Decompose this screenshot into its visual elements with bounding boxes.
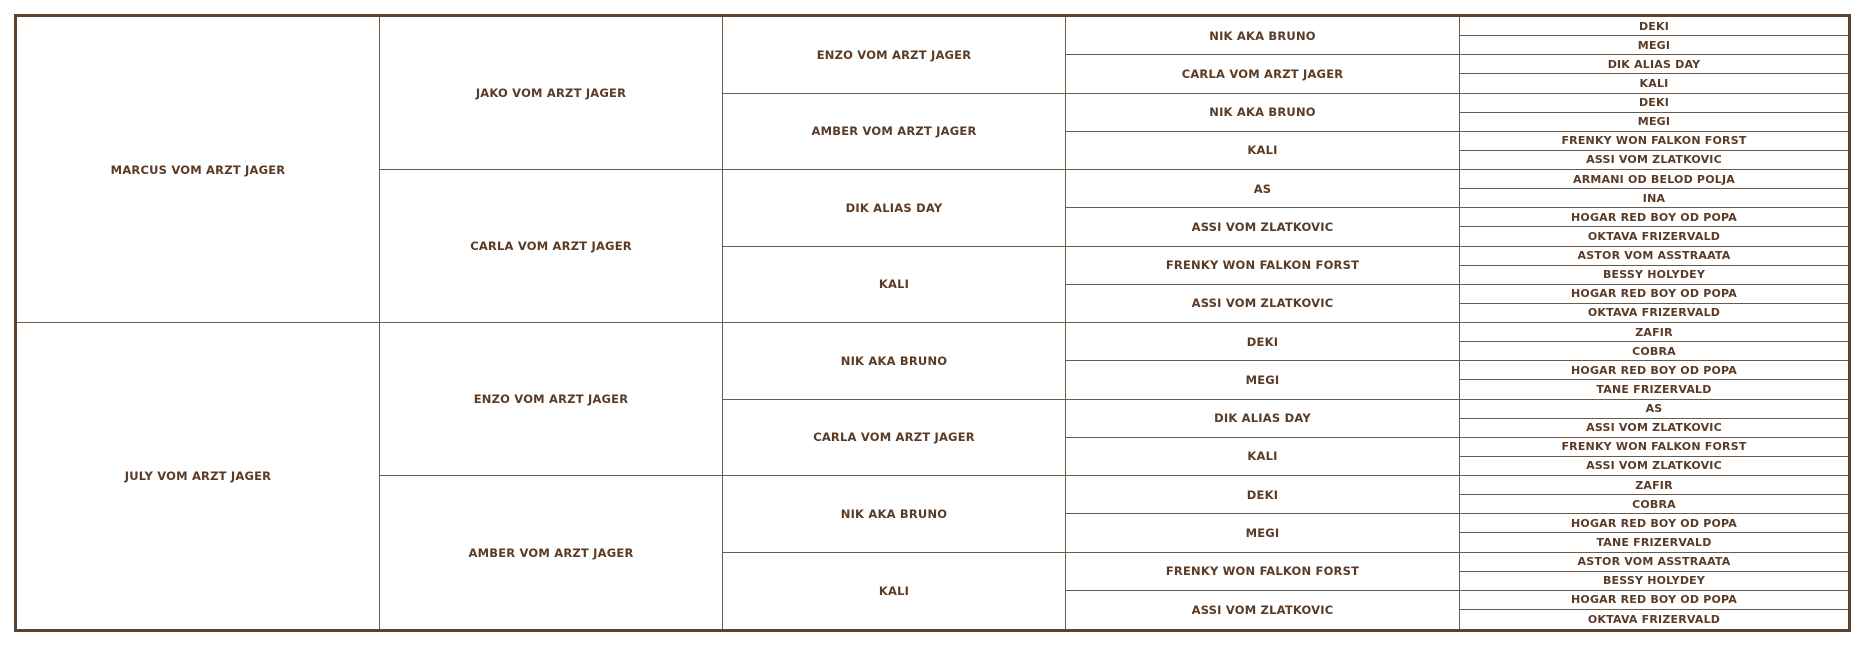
pedigree-cell-great-great-great-grandparent: ZAFIR [1460,323,1848,342]
pedigree-cell-great-great-great-grandparent: DIK ALIAS DAY [1460,55,1848,74]
pedigree-cell-great-great-great-grandparent: HOGAR RED BOY OD POPA [1460,591,1848,610]
pedigree-cell-great-great-great-grandparent: HOGAR RED BOY OD POPA [1460,361,1848,380]
pedigree-cell-great-great-grandparent: AS [1066,170,1460,208]
pedigree-cell-great-grandparent: KALI [723,553,1066,630]
pedigree-cell-great-great-grandparent: MEGI [1066,514,1460,552]
pedigree-cell-great-great-great-grandparent: FRENKY WON FALKON FORST [1460,438,1848,457]
pedigree-cell-sire-dam: JULY VOM ARZT JAGER [17,323,380,629]
pedigree-cell-great-great-grandparent: DEKI [1066,323,1460,361]
pedigree-cell-great-great-great-grandparent: TANE FRIZERVALD [1460,533,1848,552]
pedigree-cell-sire-dam: MARCUS VOM ARZT JAGER [17,17,380,323]
pedigree-cell-great-great-great-grandparent: OKTAVA FRIZERVALD [1460,227,1848,246]
pedigree-cell-great-great-great-grandparent: AS [1460,400,1848,419]
pedigree-cell-great-great-great-grandparent: OKTAVA FRIZERVALD [1587,612,1721,626]
pedigree-chart [14,14,1851,632]
pedigree-cell-great-grandparent: NIK AKA BRUNO [723,476,1066,553]
pedigree-cell-great-great-grandparent: DEKI [1066,476,1460,514]
pedigree-cell-great-great-great-grandparent: BESSY HOLYDEY [1460,266,1848,285]
pedigree-cell-great-grandparent: NIK AKA BRUNO [723,323,1066,400]
pedigree-cell-great-great-great-grandparent: HOGAR RED BOY OD POPA [1460,208,1848,227]
pedigree-cell-great-great-great-grandparent: ASSI VOM ZLATKOVIC [1460,151,1848,170]
pedigree-cell-great-great-grandparent: ASSI VOM ZLATKOVIC [1066,208,1460,246]
pedigree-cell-great-great-grandparent: FRENKY WON FALKON FORST [1066,553,1460,591]
pedigree-cell-great-grandparent: CARLA VOM ARZT JAGER [723,400,1066,477]
pedigree-cell-great-great-great-grandparent: MEGI [1460,113,1848,132]
pedigree-cell-great-grandparent: AMBER VOM ARZT JAGER [723,94,1066,171]
pedigree-cell-great-great-great-grandparent: ASTOR VOM ASSTRAATA [1460,247,1848,266]
pedigree-cell-grandparent: CARLA VOM ARZT JAGER [380,170,723,323]
pedigree-cell-great-great-great-grandparent: TANE FRIZERVALD [1460,380,1848,399]
pedigree-cell-great-great-great-grandparent: ZAFIR [1460,476,1848,495]
pedigree-cell-great-great-grandparent: DIK ALIAS DAY [1066,400,1460,438]
pedigree-cell-great-great-great-grandparent: KALI [1460,74,1848,93]
pedigree-cell-great-great-grandparent: NIK AKA BRUNO [1066,17,1460,55]
pedigree-cell-great-great-grandparent: KALI [1066,438,1460,476]
pedigree-cell-great-great-grandparent: MEGI [1066,361,1460,399]
pedigree-cell-great-great-great-grandparent: DEKI [1460,17,1848,36]
pedigree-grid [17,17,1848,629]
pedigree-cell-great-grandparent: KALI [723,247,1066,324]
pedigree-cell-grandparent: AMBER VOM ARZT JAGER [380,476,723,629]
pedigree-cell-great-great-grandparent: NIK AKA BRUNO [1066,94,1460,132]
pedigree-cell-great-great-great-grandparent: ASTOR VOM ASSTRAATA [1460,553,1848,572]
pedigree-cell-great-great-grandparent: FRENKY WON FALKON FORST [1066,247,1460,285]
pedigree-cell-grandparent: JAKO VOM ARZT JAGER [380,17,723,170]
pedigree-cell-great-great-great-grandparent: ASSI VOM ZLATKOVIC [1460,419,1848,438]
pedigree-cell-great-great-grandparent: CARLA VOM ARZT JAGER [1066,55,1460,93]
pedigree-cell-great-great-great-grandparent: MEGI [1460,36,1848,55]
pedigree-cell-great-great-great-grandparent: ASSI VOM ZLATKOVIC [1460,457,1848,476]
pedigree-cell-great-grandparent: ENZO VOM ARZT JAGER [723,17,1066,94]
pedigree-cell-great-great-great-grandparent: ARMANI OD BELOD POLJA [1460,170,1848,189]
pedigree-cell-great-great-grandparent: KALI [1066,132,1460,170]
pedigree-cell-great-great-great-grandparent: FRENKY WON FALKON FORST [1460,132,1848,151]
pedigree-cell-great-great-great-grandparent: HOGAR RED BOY OD POPA [1460,285,1848,304]
pedigree-cell-great-great-great-grandparent: INA [1460,189,1848,208]
pedigree-cell-great-great-grandparent: ASSI VOM ZLATKOVIC [1066,591,1460,629]
pedigree-cell-great-great-great-grandparent: COBRA [1460,495,1848,514]
pedigree-cell-great-great-great-grandparent: COBRA [1460,342,1848,361]
pedigree-cell-great-grandparent: DIK ALIAS DAY [723,170,1066,247]
pedigree-cell-grandparent: ENZO VOM ARZT JAGER [380,323,723,476]
pedigree-cell-great-great-great-grandparent: DEKI [1460,94,1848,113]
pedigree-cell-great-great-great-grandparent: BESSY HOLYDEY [1460,572,1848,591]
pedigree-cell-great-great-grandparent: ASSI VOM ZLATKOVIC [1066,285,1460,323]
pedigree-cell-great-great-great-grandparent: HOGAR RED BOY OD POPA [1460,514,1848,533]
pedigree-cell-great-great-great-grandparent: OKTAVA FRIZERVALD [1460,304,1848,323]
